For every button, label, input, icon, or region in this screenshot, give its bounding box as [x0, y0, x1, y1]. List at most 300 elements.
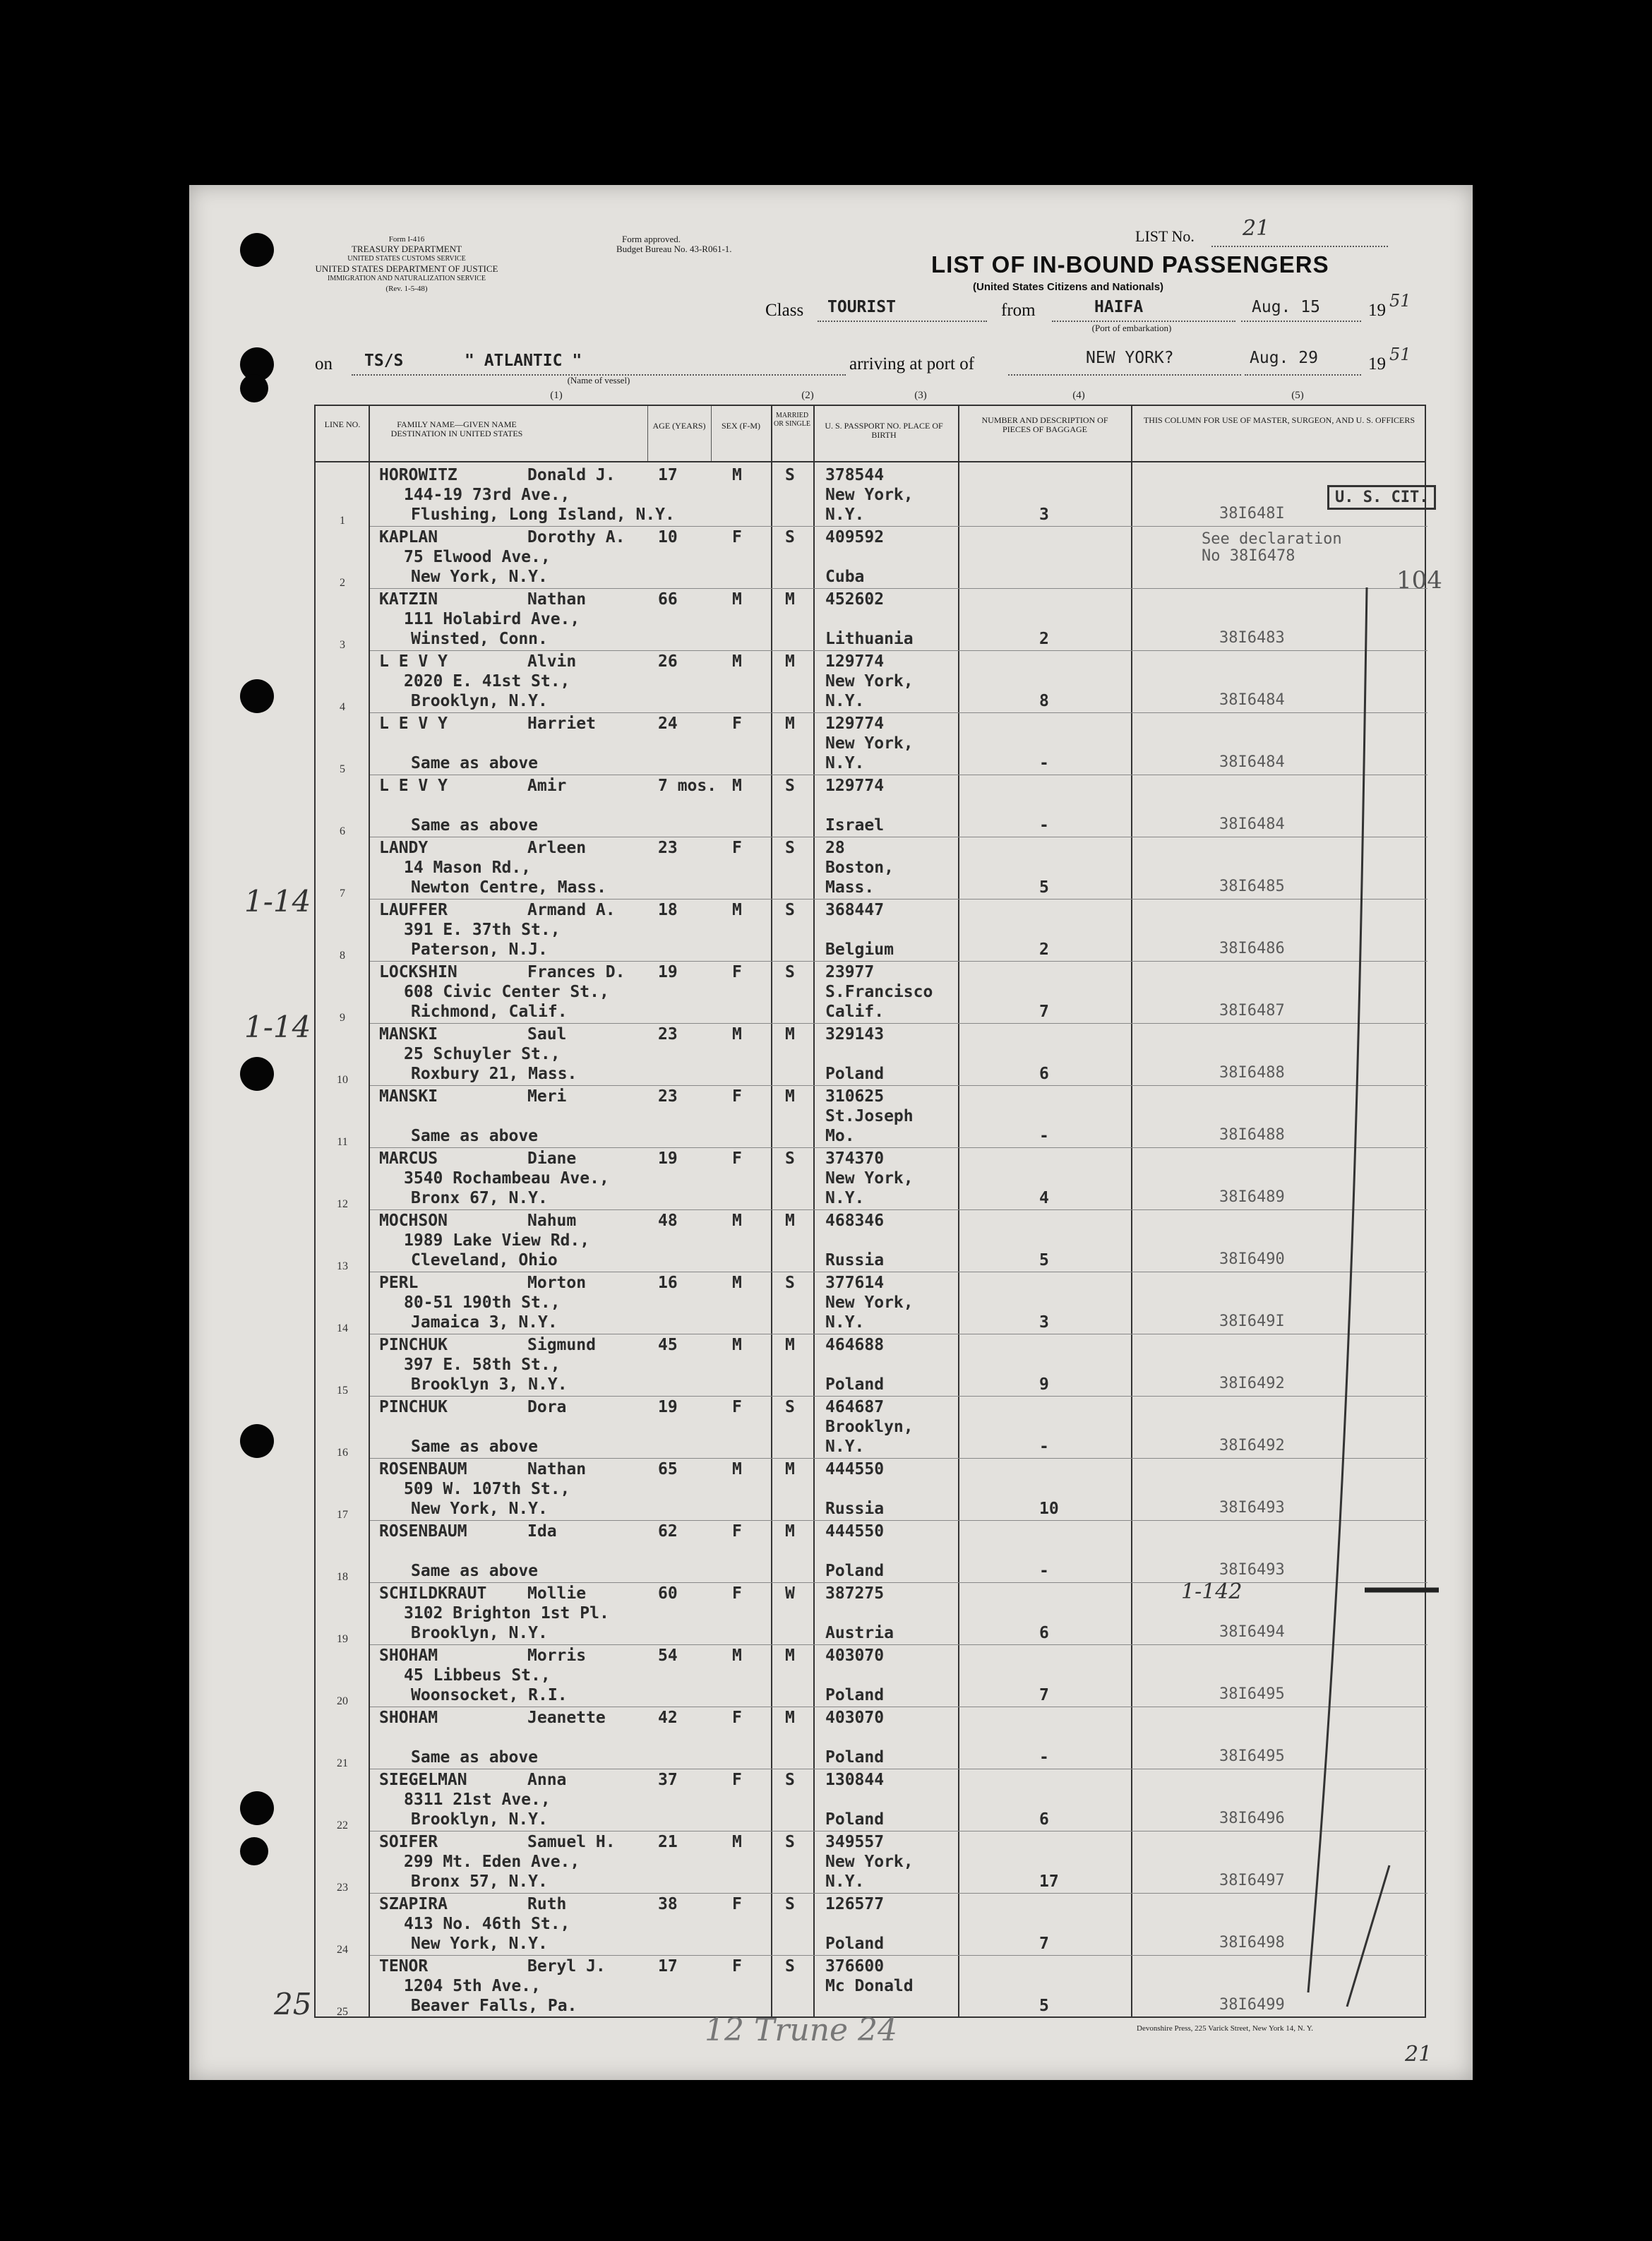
address-line-2: Flushing, Long Island, N.Y.: [411, 506, 675, 524]
line-number: 5: [340, 763, 345, 775]
birthplace-2: Poland: [825, 1562, 885, 1580]
address-line-1: 1989 Lake View Rd.,: [404, 1231, 590, 1250]
baggage-count: 3: [1039, 1313, 1049, 1332]
from-line: [1052, 321, 1235, 322]
passport-no: 403070: [825, 1709, 885, 1727]
family-name: SHOHAM: [379, 1647, 438, 1665]
line-number: 15: [337, 1385, 348, 1397]
address-line-2: Roxbury 21, Mass.: [411, 1065, 577, 1083]
address-line-2: New York, N.Y.: [411, 1935, 548, 1953]
officer-entry: 38I6484: [1219, 753, 1285, 771]
marital-status: M: [785, 652, 795, 671]
age: 17: [658, 1957, 678, 1976]
age: 19: [658, 963, 678, 981]
row-separator: [370, 712, 1427, 713]
birthplace-2: Mo.: [825, 1127, 855, 1145]
sex: M: [732, 1647, 742, 1665]
class-line: [818, 321, 987, 322]
officer-entry-2: No 38I6478: [1202, 547, 1295, 565]
officer-entry: 38I6487: [1219, 1002, 1285, 1020]
baggage-count: -: [1039, 754, 1049, 772]
birthplace-2: Belgium: [825, 940, 894, 959]
sex: M: [732, 652, 742, 671]
officer-entry: 38I6499: [1219, 1996, 1285, 2014]
age: 26: [658, 652, 678, 671]
address-line-1: 1204 5th Ave.,: [404, 1977, 541, 1995]
sex: M: [732, 1336, 742, 1354]
baggage-count: 17: [1039, 1872, 1059, 1891]
line-number: 21: [337, 1757, 348, 1769]
baggage-count: 8: [1039, 692, 1049, 710]
passport-no: 130844: [825, 1771, 885, 1789]
family-name: TENOR: [379, 1957, 429, 1976]
list-no-line: [1211, 246, 1388, 247]
line-number: 9: [340, 1012, 345, 1024]
marital-status: S: [785, 1957, 795, 1976]
address-line-2: New York, N.Y.: [411, 1500, 548, 1518]
age: 24: [658, 715, 678, 733]
family-name: ROSENBAUM: [379, 1522, 467, 1541]
birthplace-1: New York,: [825, 1853, 914, 1871]
passport-no: 464688: [825, 1336, 885, 1354]
birthplace-1: New York,: [825, 486, 914, 504]
birthplace-2: Lithuania: [825, 630, 914, 648]
birthplace-1: New York,: [825, 1293, 914, 1312]
family-name: LANDY: [379, 839, 429, 857]
family-name: MANSKI: [379, 1025, 438, 1044]
form-title: LIST OF IN-BOUND PASSENGERS: [931, 251, 1329, 277]
passport-no: 368447: [825, 901, 885, 919]
margin-note-25: 25: [274, 1987, 312, 2021]
address-line-2: New York, N.Y.: [411, 568, 548, 586]
binder-hole: [240, 233, 274, 267]
age: 17: [658, 466, 678, 484]
approval-block: [616, 234, 772, 254]
marital-status: M: [785, 1087, 795, 1106]
passport-no: 310625: [825, 1087, 885, 1106]
embark-caption: (Port of embarkation): [1091, 323, 1172, 333]
given-name: Morton: [527, 1274, 587, 1292]
address-line-2: Winsted, Conn.: [411, 630, 548, 648]
baggage-count: -: [1039, 1127, 1049, 1145]
embark-port: HAIFA: [1094, 298, 1144, 316]
sex: M: [732, 901, 742, 919]
officer-entry: See declaration: [1202, 530, 1342, 548]
sex: F: [732, 963, 742, 981]
family-name: SOIFER: [379, 1833, 438, 1851]
marital-status: S: [785, 1149, 795, 1168]
baggage-count: 7: [1039, 1935, 1049, 1953]
passport-no: 468346: [825, 1212, 885, 1230]
passport-no: 444550: [825, 1460, 885, 1478]
row-separator: [370, 1582, 1427, 1583]
birthplace-1: Mc Donald: [825, 1977, 914, 1995]
given-name: Anna: [527, 1771, 567, 1789]
arrival-date-line: [1245, 374, 1361, 376]
address-line-2: Brooklyn 3, N.Y.: [411, 1375, 568, 1394]
vessel-name: " ATLANTIC ": [465, 352, 582, 370]
baggage-count: 10: [1039, 1500, 1059, 1518]
officer-entry: 38I6492: [1219, 1437, 1285, 1454]
form-subtitle: (United States Citizens and Nationals): [973, 281, 1164, 293]
given-name: Donald J.: [527, 466, 616, 484]
given-name: Arleen: [527, 839, 587, 857]
row-separator: [370, 1147, 1427, 1148]
address-line-1: 397 E. 58th St.,: [404, 1356, 561, 1374]
header-age: AGE (YEARS): [652, 421, 706, 431]
line-number: 23: [337, 1882, 348, 1894]
baggage-count: 5: [1039, 1997, 1049, 2015]
us-citizen-stamp: U. S. CIT.: [1327, 485, 1436, 510]
sex: M: [732, 1274, 742, 1292]
family-name: SIEGELMAN: [379, 1771, 467, 1789]
passport-no: 126577: [825, 1895, 885, 1913]
col-rule: [771, 406, 772, 2016]
family-name: L E V Y: [379, 652, 448, 671]
officer-entry: 38I6488: [1219, 1064, 1285, 1082]
justice-dept: UNITED STATES DEPARTMENT OF JUSTICE: [315, 263, 498, 274]
marital-status: S: [785, 1771, 795, 1789]
baggage-count: -: [1039, 816, 1049, 835]
address-line-1: 3102 Brighton 1st Pl.: [404, 1604, 609, 1623]
address-line-1: 8311 21st Ave.,: [404, 1791, 551, 1809]
address-line-1: 45 Libbeus St.,: [404, 1666, 551, 1685]
on-label: on: [315, 354, 333, 374]
passport-no: 129774: [825, 715, 885, 733]
officer-entry: 38I6486: [1219, 940, 1285, 957]
baggage-count: 2: [1039, 630, 1049, 648]
officer-entry: 38I6497: [1219, 1872, 1285, 1889]
address-line-2: Paterson, N.J.: [411, 940, 548, 959]
line-number: 12: [337, 1198, 348, 1210]
marital-status: S: [785, 466, 795, 484]
sex: F: [732, 839, 742, 857]
address-line-2: Same as above: [411, 754, 539, 772]
birthplace-2: Austria: [825, 1624, 894, 1642]
line-number: 25: [337, 2006, 348, 2018]
list-no-value: 21: [1243, 216, 1270, 241]
sex: M: [732, 590, 742, 609]
officer-entry: 38I6490: [1219, 1250, 1285, 1268]
baggage-count: 6: [1039, 1624, 1049, 1642]
col-num-4: (4): [1072, 390, 1085, 401]
line-number: 13: [337, 1260, 348, 1272]
col-rule: [813, 406, 815, 2016]
birthplace-2: Calif.: [825, 1003, 885, 1021]
birthplace-2: Poland: [825, 1810, 885, 1829]
margin-note-2: 1-14: [244, 1010, 311, 1044]
officer-entry: 38I6494: [1219, 1623, 1285, 1641]
arrival-date: Aug. 29: [1250, 349, 1318, 367]
printer-footer: Devonshire Press, 225 Varick Street, New York 14, N. Y.: [1137, 2024, 1314, 2033]
arrival-year: 51: [1389, 345, 1411, 364]
vessel-caption: (Name of vessel): [567, 375, 630, 386]
address-line-2: Newton Centre, Mass.: [411, 878, 606, 897]
officer-entry: 38I6489: [1219, 1188, 1285, 1206]
from-label: from: [1001, 301, 1036, 320]
family-name: MANSKI: [379, 1087, 438, 1106]
binder-hole: [240, 1057, 274, 1091]
marital-status: S: [785, 963, 795, 981]
family-name: MOCHSON: [379, 1212, 448, 1230]
line-number: 1: [340, 515, 345, 527]
passport-no: 349557: [825, 1833, 885, 1851]
baggage-count: 5: [1039, 1251, 1049, 1269]
family-name: PINCHUK: [379, 1398, 448, 1416]
sex: F: [732, 1957, 742, 1976]
baggage-count: -: [1039, 1438, 1049, 1456]
birthplace-1: S.Francisco: [825, 983, 933, 1001]
age: 54: [658, 1647, 678, 1665]
birthplace-1: New York,: [825, 672, 914, 691]
list-no-label: LIST No.: [1135, 227, 1195, 245]
col-rule: [958, 406, 959, 2016]
baggage-count: 5: [1039, 878, 1049, 897]
row-separator: [370, 1893, 1427, 1894]
row-separator: [370, 961, 1427, 962]
officer-entry: 38I6483: [1219, 629, 1285, 647]
col-rule: [369, 406, 370, 2016]
line-number: 4: [340, 701, 345, 713]
age: 16: [658, 1274, 678, 1292]
row-separator: [370, 526, 1427, 527]
officer-entry: 38I6493: [1219, 1499, 1285, 1517]
col-rule: [711, 406, 712, 461]
family-name: SHOHAM: [379, 1709, 438, 1727]
officer-entry: 38I6484: [1219, 815, 1285, 833]
family-name: LOCKSHIN: [379, 963, 457, 981]
given-name: Ida: [527, 1522, 557, 1541]
given-name: Alvin: [527, 652, 577, 671]
officer-entry: 38I6498: [1219, 1934, 1285, 1952]
officer-entry: 38I6495: [1219, 1747, 1285, 1765]
sex: F: [732, 1087, 742, 1106]
address-line-2: Beaver Falls, Pa.: [411, 1997, 577, 2015]
treasury-dept: TREASURY DEPARTMENT: [351, 244, 462, 254]
birthplace-2: Israel: [825, 816, 885, 835]
given-name: Dorothy A.: [527, 528, 626, 546]
col-rule: [1131, 406, 1132, 2016]
baggage-count: 6: [1039, 1065, 1049, 1083]
line-number: 18: [337, 1571, 348, 1583]
corner-note: 21: [1405, 2042, 1432, 2067]
passport-no: 23977: [825, 963, 875, 981]
age: 19: [658, 1149, 678, 1168]
address-line-2: Cleveland, Ohio: [411, 1251, 558, 1269]
officer-entry: 38I6493: [1219, 1561, 1285, 1579]
birthplace-1: Brooklyn,: [825, 1418, 914, 1436]
passport-no: 377614: [825, 1274, 885, 1292]
year-prefix-1: 19: [1368, 301, 1386, 320]
form-number: Form I-416: [388, 235, 425, 244]
birthplace-2: N.Y.: [825, 1872, 865, 1891]
marital-status: S: [785, 839, 795, 857]
family-name: PERL: [379, 1274, 419, 1292]
officer-entry: 38I6485: [1219, 878, 1285, 895]
given-name: Nathan: [527, 590, 587, 609]
given-name: Nahum: [527, 1212, 577, 1230]
sex: F: [732, 528, 742, 546]
sex: M: [732, 1212, 742, 1230]
given-name: Mollie: [527, 1584, 587, 1603]
passport-no: 374370: [825, 1149, 885, 1168]
age: 23: [658, 1025, 678, 1044]
birthplace-1: New York,: [825, 1169, 914, 1188]
family-name: SCHILDKRAUT: [379, 1584, 487, 1603]
sex: F: [732, 1522, 742, 1541]
handwritten-104: 104: [1396, 566, 1442, 594]
address-line-2: Woonsocket, R.I.: [411, 1686, 568, 1704]
officer-entry: 38I648I: [1219, 505, 1285, 522]
given-name: Saul: [527, 1025, 567, 1044]
budget-bureau: Budget Bureau No. 43-R061-1.: [616, 244, 732, 254]
address-line-1: 608 Civic Center St.,: [404, 983, 609, 1001]
passport-no: 444550: [825, 1522, 885, 1541]
address-line-2: Jamaica 3, N.Y.: [411, 1313, 558, 1332]
given-name: Nathan: [527, 1460, 587, 1478]
binder-hole: [240, 1424, 274, 1458]
officer-entry: 38I6492: [1219, 1375, 1285, 1392]
arrival-port: NEW YORK?: [1086, 349, 1174, 367]
birthplace-2: N.Y.: [825, 1313, 865, 1332]
baggage-count: 6: [1039, 1810, 1049, 1829]
family-name: ROSENBAUM: [379, 1460, 467, 1478]
birthplace-2: Poland: [825, 1748, 885, 1767]
row-separator: [370, 650, 1427, 651]
binder-hole: [240, 679, 274, 713]
address-line-1: 299 Mt. Eden Ave.,: [404, 1853, 580, 1871]
line16-note: 1-142: [1181, 1579, 1243, 1604]
birthplace-2: Poland: [825, 1065, 885, 1083]
row-separator: [370, 1644, 1427, 1645]
ins-service: IMMIGRATION AND NATURALIZATION SERVICE: [328, 275, 486, 282]
col-num-5: (5): [1291, 390, 1304, 401]
col-num-1: (1): [550, 390, 563, 401]
birthplace-2: Poland: [825, 1375, 885, 1394]
given-name: Dora: [527, 1398, 567, 1416]
line-number: 6: [340, 825, 345, 837]
row-separator: [370, 1458, 1427, 1459]
address-line-1: 75 Elwood Ave.,: [404, 548, 551, 566]
sex: F: [732, 1398, 742, 1416]
age: 18: [658, 901, 678, 919]
marital-status: M: [785, 1647, 795, 1665]
age: 65: [658, 1460, 678, 1478]
address-line-1: 111 Holabird Ave.,: [404, 610, 580, 628]
row-separator: [370, 1085, 1427, 1086]
baggage-count: -: [1039, 1748, 1049, 1767]
line-number: 19: [337, 1633, 348, 1645]
address-line-2: Richmond, Calif.: [411, 1003, 568, 1021]
age: 38: [658, 1895, 678, 1913]
manifest-sheet: [189, 185, 1473, 2080]
given-name: Samuel H.: [527, 1833, 616, 1851]
birthplace-2: Cuba: [825, 568, 865, 586]
header-married: MARRIED OR SINGLE: [774, 412, 810, 428]
family-name: L E V Y: [379, 715, 448, 733]
sex: F: [732, 1709, 742, 1727]
binder-hole: [240, 1791, 274, 1825]
line-number: 10: [337, 1074, 348, 1086]
sex: F: [732, 1771, 742, 1789]
line-number: 17: [337, 1509, 348, 1521]
arriving-label: arriving at port of: [849, 354, 975, 374]
sex: M: [732, 777, 742, 795]
header-sex: SEX (F-M): [721, 421, 760, 431]
address-line-1: 25 Schuyler St.,: [404, 1045, 561, 1063]
given-name: Jeanette: [527, 1709, 606, 1727]
birthplace-2: N.Y.: [825, 754, 865, 772]
given-name: Armand A.: [527, 901, 616, 919]
sex: F: [732, 1584, 742, 1603]
family-name: SZAPIRA: [379, 1895, 448, 1913]
line-number: 20: [337, 1695, 348, 1707]
form-approved: Form approved.: [622, 234, 681, 244]
family-name: KATZIN: [379, 590, 438, 609]
marital-status: M: [785, 1025, 795, 1044]
class-value: TOURIST: [827, 298, 896, 316]
row-separator: [370, 1209, 1427, 1210]
address-line-1: 144-19 73rd Ave.,: [404, 486, 570, 504]
address-line-2: Same as above: [411, 1562, 539, 1580]
age: 23: [658, 839, 678, 857]
passport-no: 464687: [825, 1398, 885, 1416]
address-line-2: Same as above: [411, 1127, 539, 1145]
marital-status: S: [785, 1398, 795, 1416]
age: 45: [658, 1336, 678, 1354]
binder-hole: [240, 1837, 268, 1865]
age: 48: [658, 1212, 678, 1230]
marital-status: M: [785, 1336, 795, 1354]
header-line-no: LINE NO.: [324, 419, 361, 429]
row-separator: [370, 1396, 1427, 1397]
marital-status: S: [785, 1833, 795, 1851]
family-name: HOROWITZ: [379, 466, 457, 484]
given-name: Amir: [527, 777, 567, 795]
given-name: Frances D.: [527, 963, 626, 981]
col-rule: [647, 406, 648, 461]
sex: M: [732, 1833, 742, 1851]
age: 66: [658, 590, 678, 609]
marital-status: M: [785, 590, 795, 609]
passport-no: 129774: [825, 777, 885, 795]
officer-entry: 38I649I: [1219, 1313, 1285, 1330]
line-number: 11: [337, 1136, 348, 1148]
address-line-1: 509 W. 107th St.,: [404, 1480, 570, 1498]
class-label: Class: [765, 301, 804, 320]
line-number: 7: [340, 888, 345, 900]
family-name: L E V Y: [379, 777, 448, 795]
marital-status: M: [785, 1522, 795, 1541]
family-name: PINCHUK: [379, 1336, 448, 1354]
header-passport: U. S. PASSPORT NO. PLACE OF BIRTH: [825, 421, 943, 440]
col-num-2: (2): [801, 390, 814, 401]
marital-status: M: [785, 715, 795, 733]
marital-status: S: [785, 777, 795, 795]
port-line: [1008, 374, 1241, 376]
address-line-2: Brooklyn, N.Y.: [411, 1624, 548, 1642]
given-name: Meri: [527, 1087, 567, 1106]
address-line-1: 2020 E. 41st St.,: [404, 672, 570, 691]
baggage-count: -: [1039, 1562, 1049, 1580]
passport-no: 376600: [825, 1957, 885, 1976]
header-officers: THIS COLUMN FOR USE OF MASTER, SURGEON, AND U. S. OFFICERS: [1143, 415, 1415, 425]
sex: F: [732, 1149, 742, 1168]
row-separator: [370, 588, 1427, 589]
birthplace-2: N.Y.: [825, 1438, 865, 1456]
given-name: Beryl J.: [527, 1957, 606, 1976]
col-num-3: (3): [914, 390, 927, 401]
